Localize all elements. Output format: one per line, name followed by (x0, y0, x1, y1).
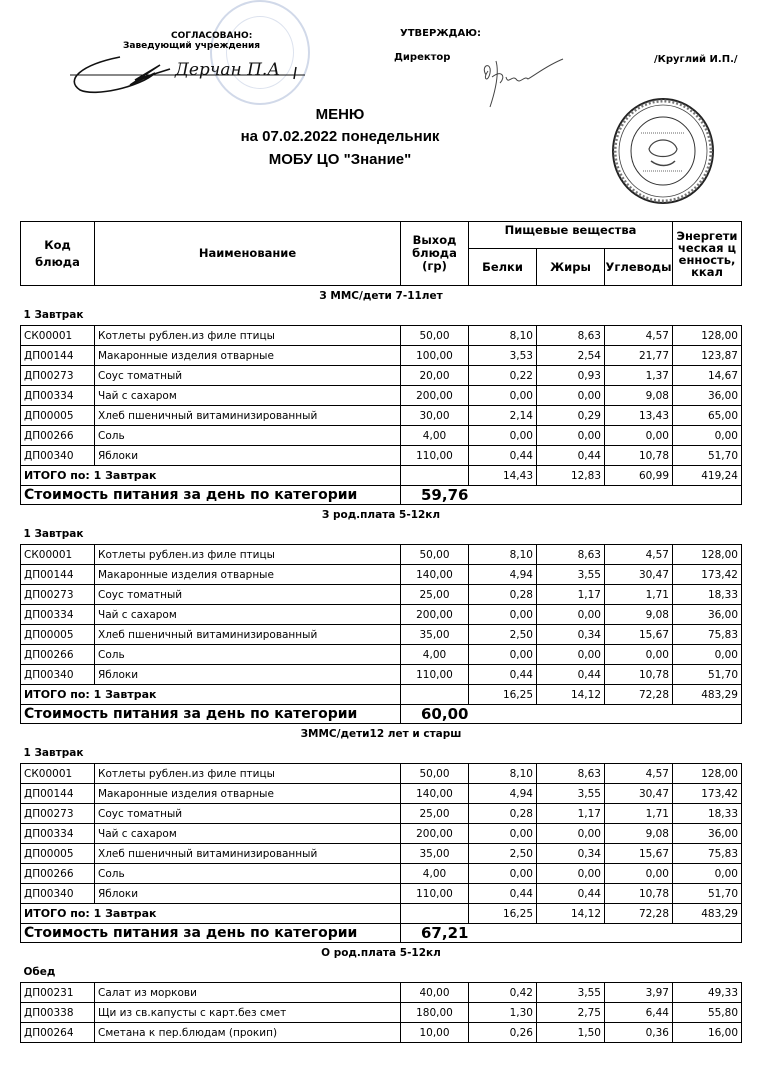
dish-carbs: 9,08 (605, 386, 673, 406)
dish-yield: 35,00 (401, 625, 469, 645)
menu-section (21, 724, 742, 943)
dish-protein: 2,50 (469, 844, 537, 864)
dish-protein: 8,10 (469, 545, 537, 565)
dish-name: Макаронные изделия отварные (95, 565, 401, 585)
dish-name: Сметана к пер.блюдам (прокип) (95, 1023, 401, 1043)
col-header-code: Код блюда (21, 222, 95, 286)
dish-yield: 200,00 (401, 386, 469, 406)
dish-code: ДП00266 (21, 426, 95, 446)
dish-name: Соль (95, 645, 401, 665)
col-header-energy: Энергетическая ценность, ккал (673, 222, 742, 286)
dish-yield: 200,00 (401, 824, 469, 844)
signature-icon (60, 45, 320, 105)
category-label: О род.плата 5-12кл (321, 946, 441, 959)
dish-protein: 4,94 (469, 784, 537, 804)
cost-label: Стоимость питания за день по категории (21, 486, 401, 505)
approve-role: Директор (394, 52, 451, 63)
dish-yield: 25,00 (401, 585, 469, 605)
approve-title: УТВЕРЖДАЮ: (400, 28, 481, 39)
dish-code: ДП00340 (21, 884, 95, 904)
table-row (21, 605, 742, 625)
dish-fat: 3,55 (537, 983, 605, 1003)
dish-carbs: 10,78 (605, 665, 673, 685)
category-label: З род.плата 5-12кл (321, 508, 441, 521)
dish-protein: 2,14 (469, 406, 537, 426)
dish-protein: 0,00 (469, 605, 537, 625)
col-header-carbs: Углеводы (605, 249, 673, 286)
category-label: З ММС/дети 7-11лет (319, 289, 443, 302)
cost-row (21, 924, 742, 943)
dish-yield: 35,00 (401, 844, 469, 864)
dish-fat: 2,75 (537, 1003, 605, 1023)
table-row (21, 804, 742, 824)
dish-fat: 3,55 (537, 784, 605, 804)
dish-code: ДП00334 (21, 386, 95, 406)
total-protein: 16,25 (469, 904, 537, 924)
cost-row (21, 705, 742, 724)
table-row (21, 1003, 742, 1023)
dish-fat: 1,17 (537, 804, 605, 824)
dish-carbs: 9,08 (605, 824, 673, 844)
dish-fat: 2,54 (537, 346, 605, 366)
total-carbs: 72,28 (605, 685, 673, 705)
total-label: ИТОГО по: 1 Завтрак (21, 904, 401, 924)
dish-yield: 50,00 (401, 764, 469, 784)
dish-code: СК00001 (21, 326, 95, 346)
dish-yield: 180,00 (401, 1003, 469, 1023)
agreed-role: Заведующий учреждения (123, 41, 261, 51)
director-signature-icon (478, 55, 568, 110)
dish-energy: 128,00 (673, 545, 742, 565)
total-energy: 419,24 (673, 466, 742, 486)
cost-value: 60,00 (401, 705, 742, 724)
dish-fat: 0,00 (537, 824, 605, 844)
dish-energy: 128,00 (673, 326, 742, 346)
dish-name: Соус томатный (95, 585, 401, 605)
dish-protein: 0,00 (469, 426, 537, 446)
dish-code: ДП00005 (21, 625, 95, 645)
dish-yield: 4,00 (401, 864, 469, 884)
dish-fat: 0,29 (537, 406, 605, 426)
dish-yield: 50,00 (401, 545, 469, 565)
dish-energy: 173,42 (673, 784, 742, 804)
dish-fat: 1,17 (537, 585, 605, 605)
dish-carbs: 1,37 (605, 366, 673, 386)
dish-protein: 8,10 (469, 764, 537, 784)
dish-energy: 49,33 (673, 983, 742, 1003)
dish-protein: 0,44 (469, 665, 537, 685)
dish-carbs: 15,67 (605, 625, 673, 645)
total-label: ИТОГО по: 1 Завтрак (21, 466, 401, 486)
dish-yield: 10,00 (401, 1023, 469, 1043)
agreed-title: СОГЛАСОВАНО: (171, 31, 253, 41)
total-row (21, 904, 742, 924)
dish-fat: 0,44 (537, 884, 605, 904)
dish-name: Яблоки (95, 665, 401, 685)
dish-protein: 0,44 (469, 884, 537, 904)
col-header-fat: Жиры (537, 249, 605, 286)
total-row (21, 466, 742, 486)
svg-text:Дерчан П.А: Дерчан П.А (175, 60, 281, 80)
dish-name: Соус томатный (95, 366, 401, 386)
dish-carbs: 30,47 (605, 784, 673, 804)
dish-code: ДП00005 (21, 406, 95, 426)
dish-fat: 0,34 (537, 625, 605, 645)
dish-protein: 0,26 (469, 1023, 537, 1043)
dish-yield: 25,00 (401, 804, 469, 824)
total-energy: 483,29 (673, 685, 742, 705)
dish-yield: 140,00 (401, 565, 469, 585)
dish-energy: 65,00 (673, 406, 742, 426)
dish-protein: 8,10 (469, 326, 537, 346)
dish-energy: 123,87 (673, 346, 742, 366)
cost-value: 59,76 (401, 486, 742, 505)
table-row (21, 426, 742, 446)
total-row (21, 685, 742, 705)
dish-energy: 0,00 (673, 426, 742, 446)
total-carbs: 72,28 (605, 904, 673, 924)
dish-name: Салат из моркови (95, 983, 401, 1003)
total-label: ИТОГО по: 1 Завтрак (21, 685, 401, 705)
table-row (21, 585, 742, 605)
meal-label: 1 Завтрак (23, 747, 84, 760)
dish-energy: 75,83 (673, 625, 742, 645)
dish-energy: 36,00 (673, 824, 742, 844)
menu-title: МЕНЮ (315, 106, 365, 123)
table-row (21, 625, 742, 645)
menu-section (21, 286, 742, 505)
dish-carbs: 1,71 (605, 585, 673, 605)
dish-carbs: 3,97 (605, 983, 673, 1003)
table-row (21, 844, 742, 864)
dish-fat: 8,63 (537, 545, 605, 565)
dish-yield: 30,00 (401, 406, 469, 426)
approval-agreed-block (60, 0, 320, 108)
dish-energy: 55,80 (673, 1003, 742, 1023)
dish-protein: 2,50 (469, 625, 537, 645)
dish-fat: 0,44 (537, 446, 605, 466)
dish-carbs: 0,00 (605, 426, 673, 446)
dish-yield: 140,00 (401, 784, 469, 804)
table-row (21, 346, 742, 366)
dish-name: Хлеб пшеничный витаминизированный (95, 406, 401, 426)
dish-code: ДП00144 (21, 565, 95, 585)
table-row (21, 1023, 742, 1043)
dish-yield: 4,00 (401, 426, 469, 446)
dish-code: ДП00338 (21, 1003, 95, 1023)
cost-value: 67,21 (401, 924, 742, 943)
dish-fat: 0,00 (537, 864, 605, 884)
total-fat: 12,83 (537, 466, 605, 486)
dish-protein: 0,28 (469, 804, 537, 824)
dish-name: Соль (95, 426, 401, 446)
dish-code: ДП00340 (21, 446, 95, 466)
dish-code: ДП00264 (21, 1023, 95, 1043)
table-row (21, 386, 742, 406)
dish-name: Макаронные изделия отварные (95, 784, 401, 804)
dish-energy: 51,70 (673, 446, 742, 466)
table-row (21, 645, 742, 665)
director-name: /Круглий И.П./ (654, 54, 738, 65)
dish-fat: 0,00 (537, 605, 605, 625)
dish-protein: 0,22 (469, 366, 537, 386)
dish-carbs: 4,57 (605, 764, 673, 784)
dish-carbs: 10,78 (605, 884, 673, 904)
dish-code: ДП00273 (21, 804, 95, 824)
cost-row (21, 486, 742, 505)
total-protein: 16,25 (469, 685, 537, 705)
table-row (21, 665, 742, 685)
dish-name: Чай с сахаром (95, 386, 401, 406)
meal-label: 1 Завтрак (23, 528, 84, 541)
dish-yield: 110,00 (401, 446, 469, 466)
dish-protein: 0,00 (469, 824, 537, 844)
dish-protein: 0,28 (469, 585, 537, 605)
dish-yield: 100,00 (401, 346, 469, 366)
dish-energy: 16,00 (673, 1023, 742, 1043)
meal-label: Обед (23, 966, 56, 979)
dish-code: ДП00340 (21, 665, 95, 685)
dish-energy: 18,33 (673, 804, 742, 824)
dish-protein: 3,53 (469, 346, 537, 366)
dish-name: Котлеты рублен.из филе птицы (95, 764, 401, 784)
dish-carbs: 4,57 (605, 326, 673, 346)
dish-fat: 0,44 (537, 665, 605, 685)
dish-carbs: 0,00 (605, 864, 673, 884)
dish-energy: 128,00 (673, 764, 742, 784)
dish-carbs: 30,47 (605, 565, 673, 585)
dish-fat: 0,93 (537, 366, 605, 386)
col-header-nutrients: Пищевые вещества (469, 222, 673, 249)
dish-yield: 4,00 (401, 645, 469, 665)
total-fat: 14,12 (537, 904, 605, 924)
total-energy: 483,29 (673, 904, 742, 924)
dish-energy: 36,00 (673, 605, 742, 625)
table-row (21, 983, 742, 1003)
table-row (21, 326, 742, 346)
dish-code: ДП00144 (21, 784, 95, 804)
dish-code: ДП00005 (21, 844, 95, 864)
table-row (21, 884, 742, 904)
table-row (21, 764, 742, 784)
dish-code: ДП00266 (21, 645, 95, 665)
total-fat: 14,12 (537, 685, 605, 705)
dish-name: Чай с сахаром (95, 824, 401, 844)
cost-label: Стоимость питания за день по категории (21, 705, 401, 724)
dish-code: ДП00273 (21, 585, 95, 605)
col-header-name: Наименование (95, 222, 401, 286)
dish-fat: 8,63 (537, 764, 605, 784)
dish-code: ДП00144 (21, 346, 95, 366)
dish-name: Хлеб пшеничный витаминизированный (95, 844, 401, 864)
menu-date: на 07.02.2022 понедельник (240, 128, 440, 145)
dish-yield: 200,00 (401, 605, 469, 625)
cost-label: Стоимость питания за день по категории (21, 924, 401, 943)
col-header-yield: Выход блюда (гр) (401, 222, 469, 286)
dish-protein: 0,00 (469, 386, 537, 406)
dish-name: Соль (95, 864, 401, 884)
dish-fat: 8,63 (537, 326, 605, 346)
dish-yield: 110,00 (401, 665, 469, 685)
dish-energy: 36,00 (673, 386, 742, 406)
dish-protein: 0,42 (469, 983, 537, 1003)
dish-name: Котлеты рублен.из филе птицы (95, 326, 401, 346)
dish-code: СК00001 (21, 764, 95, 784)
dish-yield: 110,00 (401, 884, 469, 904)
table-row (21, 864, 742, 884)
dish-energy: 0,00 (673, 645, 742, 665)
col-header-protein: Белки (469, 249, 537, 286)
dish-fat: 1,50 (537, 1023, 605, 1043)
dish-carbs: 10,78 (605, 446, 673, 466)
dish-protein: 0,44 (469, 446, 537, 466)
table-row (21, 406, 742, 426)
dish-fat: 3,55 (537, 565, 605, 585)
dish-energy: 173,42 (673, 565, 742, 585)
dish-code: ДП00266 (21, 864, 95, 884)
total-carbs: 60,99 (605, 466, 673, 486)
dish-fat: 0,00 (537, 645, 605, 665)
dish-energy: 51,70 (673, 665, 742, 685)
dish-code: ДП00273 (21, 366, 95, 386)
dish-name: Соус томатный (95, 804, 401, 824)
menu-section (21, 505, 742, 724)
dish-name: Щи из св.капусты с карт.без смет (95, 1003, 401, 1023)
table-row (21, 366, 742, 386)
dish-carbs: 4,57 (605, 545, 673, 565)
dish-carbs: 1,71 (605, 804, 673, 824)
dish-name: Яблоки (95, 884, 401, 904)
dish-name: Макаронные изделия отварные (95, 346, 401, 366)
dish-code: ДП00231 (21, 983, 95, 1003)
dish-code: СК00001 (21, 545, 95, 565)
dish-carbs: 9,08 (605, 605, 673, 625)
dish-energy: 14,67 (673, 366, 742, 386)
table-row (21, 545, 742, 565)
dish-name: Яблоки (95, 446, 401, 466)
dish-name: Котлеты рублен.из филе птицы (95, 545, 401, 565)
meal-label: 1 Завтрак (23, 309, 84, 322)
dish-code: ДП00334 (21, 605, 95, 625)
dish-energy: 51,70 (673, 884, 742, 904)
dish-fat: 0,00 (537, 386, 605, 406)
category-label: ЗММС/дети12 лет и старш (300, 727, 462, 740)
dish-protein: 4,94 (469, 565, 537, 585)
dish-carbs: 0,00 (605, 645, 673, 665)
dish-protein: 0,00 (469, 645, 537, 665)
menu-institution: МОБУ ЦО "Знание" (268, 151, 412, 168)
dish-carbs: 0,36 (605, 1023, 673, 1043)
dish-protein: 0,00 (469, 864, 537, 884)
table-row (21, 565, 742, 585)
table-row (21, 446, 742, 466)
dish-name: Хлеб пшеничный витаминизированный (95, 625, 401, 645)
dish-name: Чай с сахаром (95, 605, 401, 625)
menu-table (20, 221, 742, 1043)
dish-code: ДП00334 (21, 824, 95, 844)
dish-carbs: 6,44 (605, 1003, 673, 1023)
table-row (21, 824, 742, 844)
dish-protein: 1,30 (469, 1003, 537, 1023)
dish-energy: 18,33 (673, 585, 742, 605)
dish-carbs: 21,77 (605, 346, 673, 366)
dish-energy: 0,00 (673, 864, 742, 884)
dish-yield: 40,00 (401, 983, 469, 1003)
dish-yield: 50,00 (401, 326, 469, 346)
dish-fat: 0,34 (537, 844, 605, 864)
dish-energy: 75,83 (673, 844, 742, 864)
table-row (21, 784, 742, 804)
dish-yield: 20,00 (401, 366, 469, 386)
dish-carbs: 15,67 (605, 844, 673, 864)
dish-fat: 0,00 (537, 426, 605, 446)
menu-section (21, 943, 742, 1043)
dish-carbs: 13,43 (605, 406, 673, 426)
total-protein: 14,43 (469, 466, 537, 486)
